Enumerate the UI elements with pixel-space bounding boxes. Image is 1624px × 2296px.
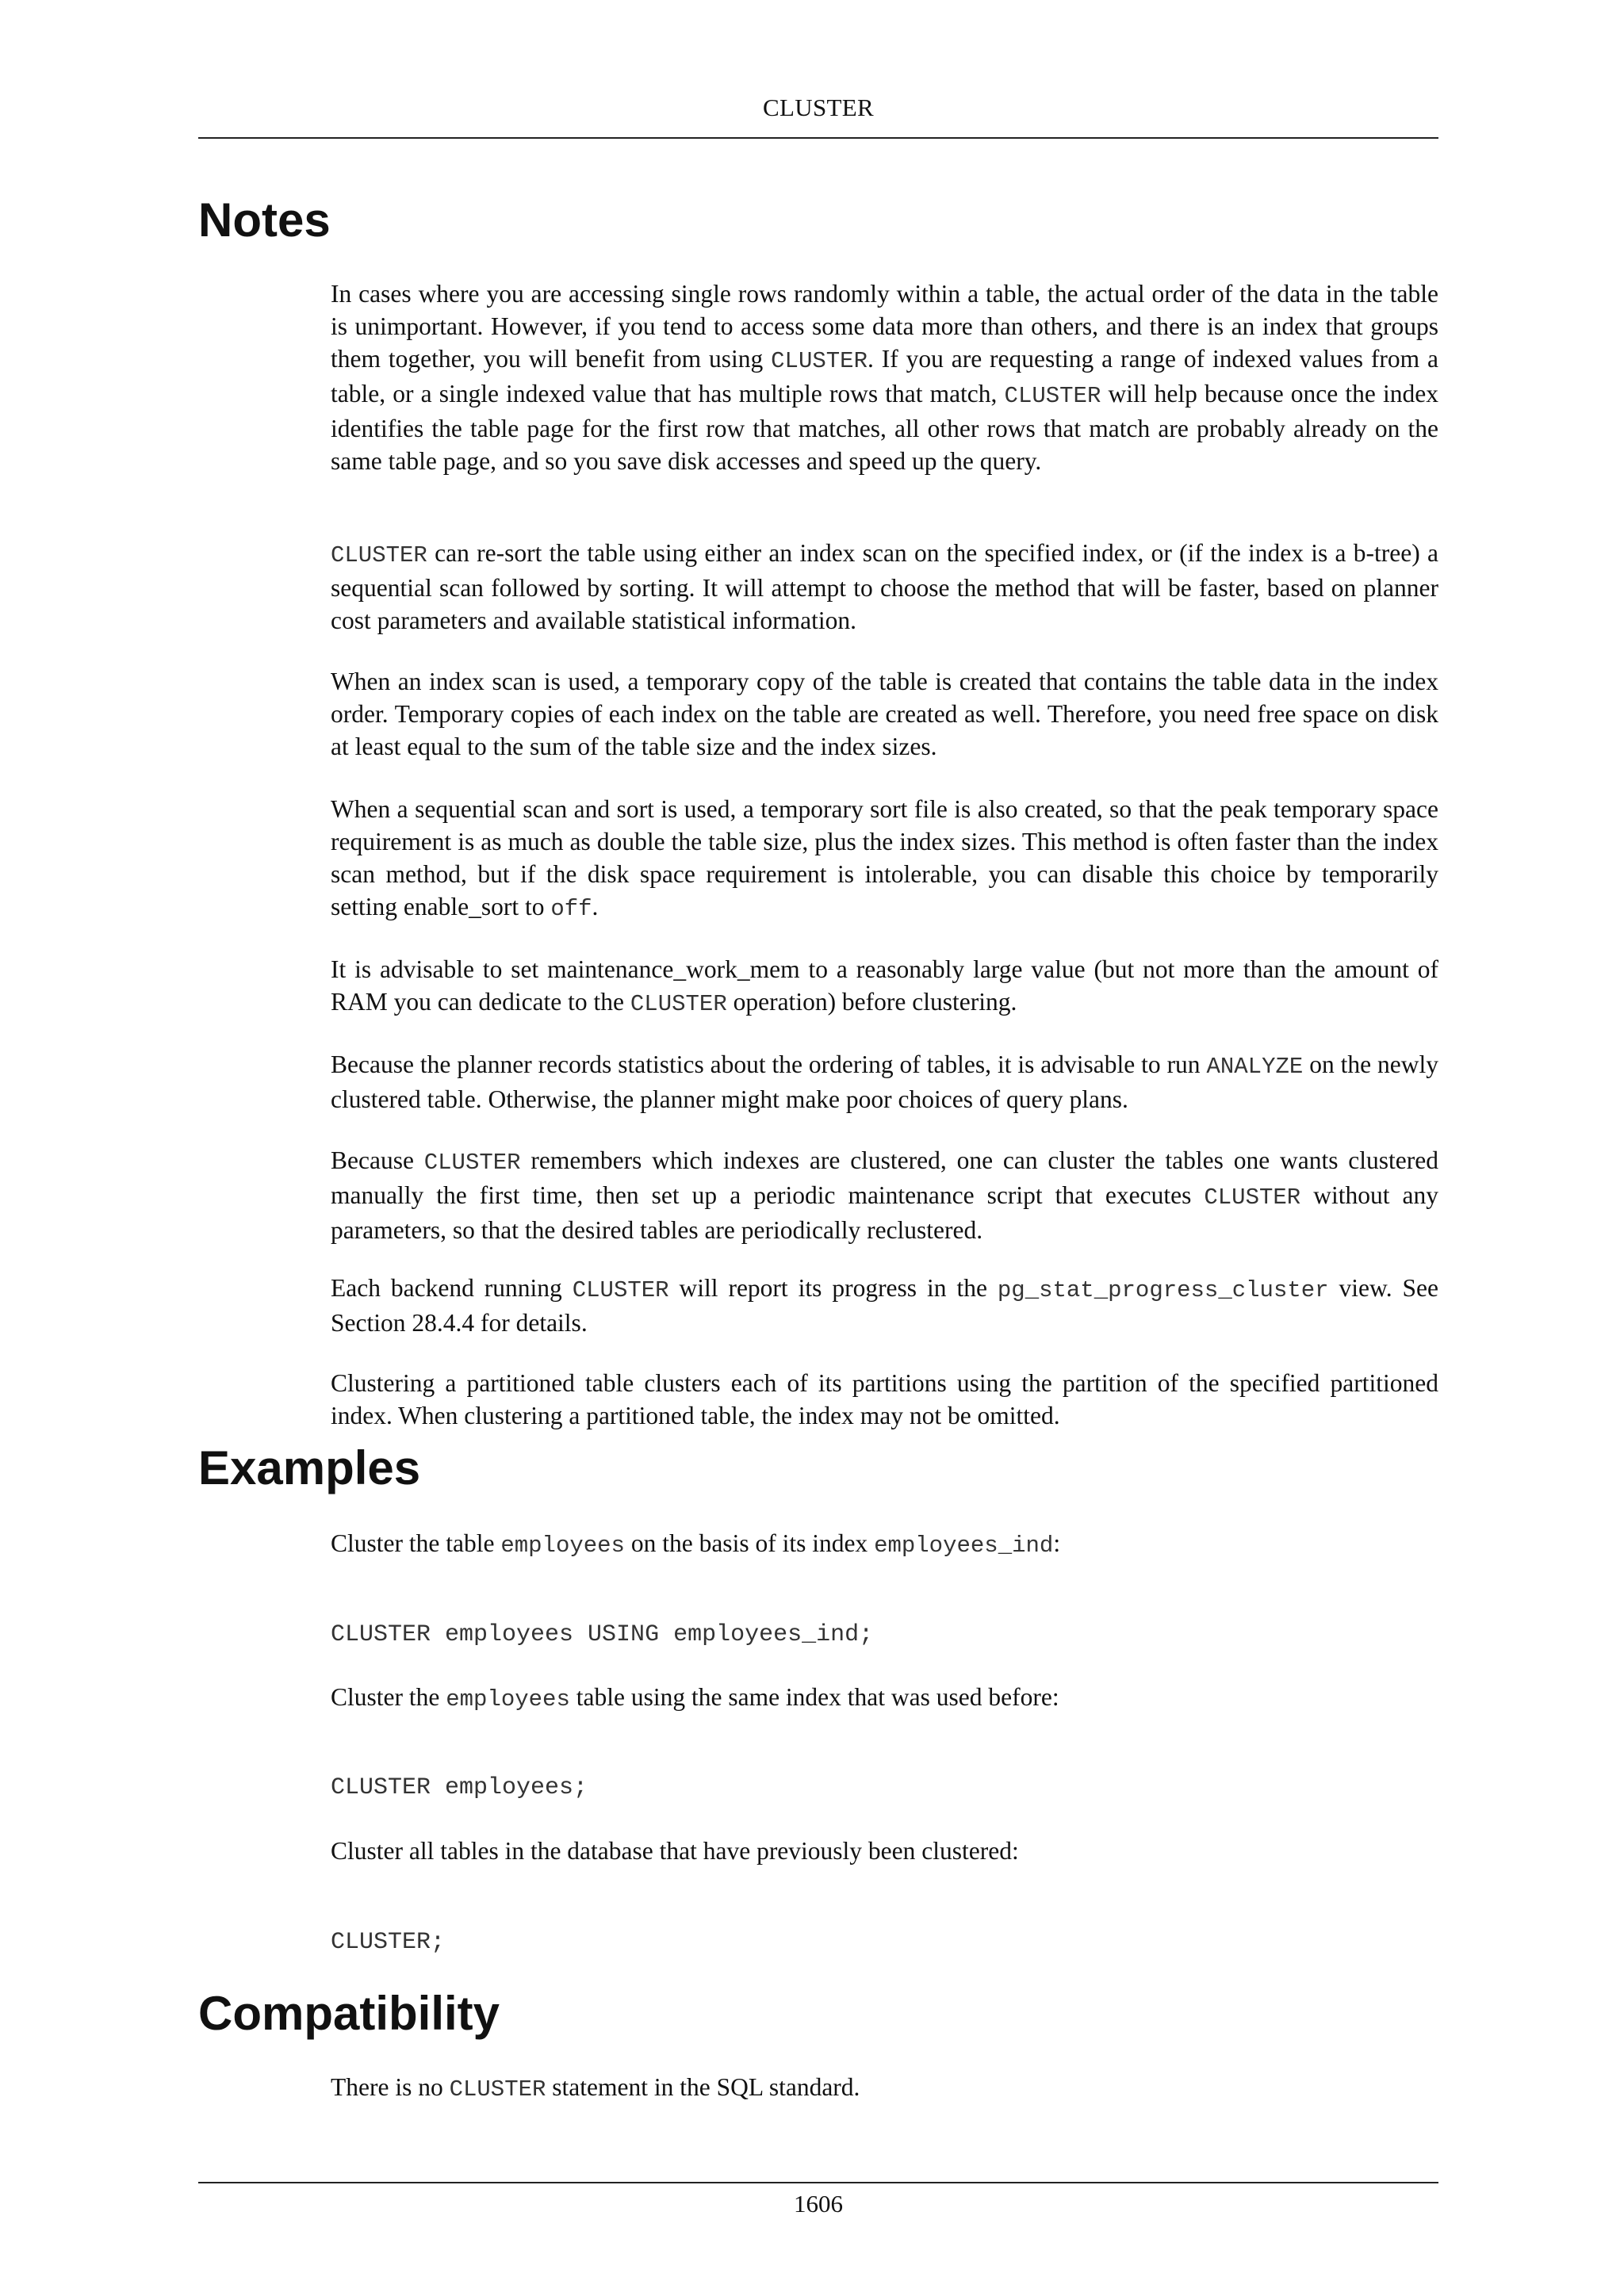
text-run: can re-sort the table using either an index scan on the specified index, or (if the index is a b-tree) a sequential scan followed by sorting. It will attempt to choose the method that will be faster, based on planner cost parameters and available statistical information. (331, 539, 1438, 634)
text-run: In cases where you are accessing single rows randomly within a table, the actual order of the data in the table is unimportant. However, if you tend to access some data more than others, and there is an index that groups them together, you will benefit from using (331, 280, 1438, 373)
text-run: on the basis of its index (624, 1529, 875, 1557)
inline-code: employees (500, 1533, 625, 1559)
inline-code: CLUSTER (331, 542, 427, 568)
notes-para-5 (331, 953, 1438, 1020)
text-run: statement in the SQL standard. (546, 2073, 860, 2101)
compatibility-para (331, 2071, 1438, 2106)
notes-para-3 (331, 665, 1438, 763)
inline-code: CLUSTER (1004, 383, 1101, 409)
text-run: on the newly clustered table. Otherwise, the planner might make poor choices of query plans. (331, 1050, 1438, 1113)
text-run: . If you are requesting a range of indexed values from a table, or a single indexed value that has multiple rows that match, (331, 345, 1438, 408)
inline-code: off (550, 896, 592, 922)
notes-para-1 (331, 277, 1438, 477)
inline-code: ANALYZE (1206, 1054, 1304, 1080)
inline-code: CLUSTER (572, 1277, 669, 1303)
example-1-code: CLUSTER employees USING employees_ind; (331, 1621, 874, 1648)
inline-code: CLUSTER (423, 1150, 521, 1176)
inline-code: pg_stat_progress_cluster (997, 1277, 1329, 1303)
header-rule (198, 137, 1438, 139)
notes-heading: Notes (198, 193, 331, 247)
inline-code: CLUSTER (630, 991, 727, 1017)
example-2-text (331, 1681, 1438, 1716)
inline-code: CLUSTER (1204, 1184, 1301, 1211)
footer-rule (198, 2182, 1438, 2183)
text-run: There is no (331, 2073, 450, 2101)
text-run: remembers which indexes are clustered, one can cluster the tables one wants clustered manually the first time, then set up a periodic maintenance script that executes (331, 1146, 1438, 1209)
notes-para-2 (331, 537, 1438, 637)
notes-para-7 (331, 1144, 1438, 1246)
text-run: Because (331, 1146, 424, 1174)
text-run: will help because once the index identifies the table page for the first row that matches, all other rows that match are probably already on the same table page, and so you save disk accesses and speed up the query. (331, 380, 1438, 475)
text-run: It is advisable to set maintenance_work_mem to a reasonably large value (but not more than the amount of RAM you can dedicate to the (331, 955, 1438, 1016)
text-run: operation) before clustering. (726, 988, 1017, 1016)
examples-heading: Examples (198, 1441, 421, 1494)
text-run: without any parameters, so that the desired tables are periodically reclustered. (331, 1181, 1438, 1244)
notes-para-4 (331, 793, 1438, 925)
notes-para-8 (331, 1272, 1438, 1339)
text-run: view. See Section 28.4.4 for details. (331, 1274, 1438, 1337)
example-3-code: CLUSTER; (331, 1929, 446, 1956)
inline-code: CLUSTER (449, 2076, 546, 2103)
inline-code: CLUSTER (771, 348, 868, 374)
text-run: When a sequential scan and sort is used, a temporary sort file is also created, so that the peak temporary space requirement is as much as double the table size, plus the index sizes. This method is often faster than the index scan method, but if the disk space requirement is intolerable, you can disable this choice by temporarily setting enable_sort to (331, 795, 1438, 920)
notes-para-6 (331, 1048, 1438, 1115)
text-run: When an index scan is used, a temporary copy of the table is created that contains the table data in the index order. Temporary copies of each index on the table are created as well. Therefore, you need free space on disk at least equal to the sum of the table size and the index sizes. (331, 668, 1438, 760)
text-run: table using the same index that was used before: (569, 1683, 1059, 1711)
notes-para-9 (331, 1367, 1438, 1432)
text-run: Clustering a partitioned table clusters each of its partitions using the partition of the specified partitioned index. When clustering a partitioned table, the index may not be omitted. (331, 1369, 1438, 1429)
text-run: Cluster the (331, 1683, 446, 1711)
text-run: Cluster all tables in the database that have previously been clustered: (331, 1837, 1019, 1865)
running-header: CLUSTER (763, 94, 874, 121)
inline-code: employees_ind (874, 1533, 1054, 1559)
example-2-code: CLUSTER employees; (331, 1774, 588, 1801)
example-1-text (331, 1527, 1438, 1562)
compatibility-heading: Compatibility (198, 1987, 500, 2040)
text-run: Each backend running (331, 1274, 573, 1302)
page-number: 1606 (794, 2190, 843, 2218)
text-run: will report its progress in the (668, 1274, 998, 1302)
inline-code: employees (446, 1686, 570, 1712)
text-run: Because the planner records statistics about the ordering of tables, it is advisable to run (331, 1050, 1207, 1078)
example-3-text (331, 1835, 1438, 1867)
text-run: Cluster the table (331, 1529, 501, 1557)
text-run: . (592, 893, 599, 920)
text-run: : (1053, 1529, 1061, 1557)
